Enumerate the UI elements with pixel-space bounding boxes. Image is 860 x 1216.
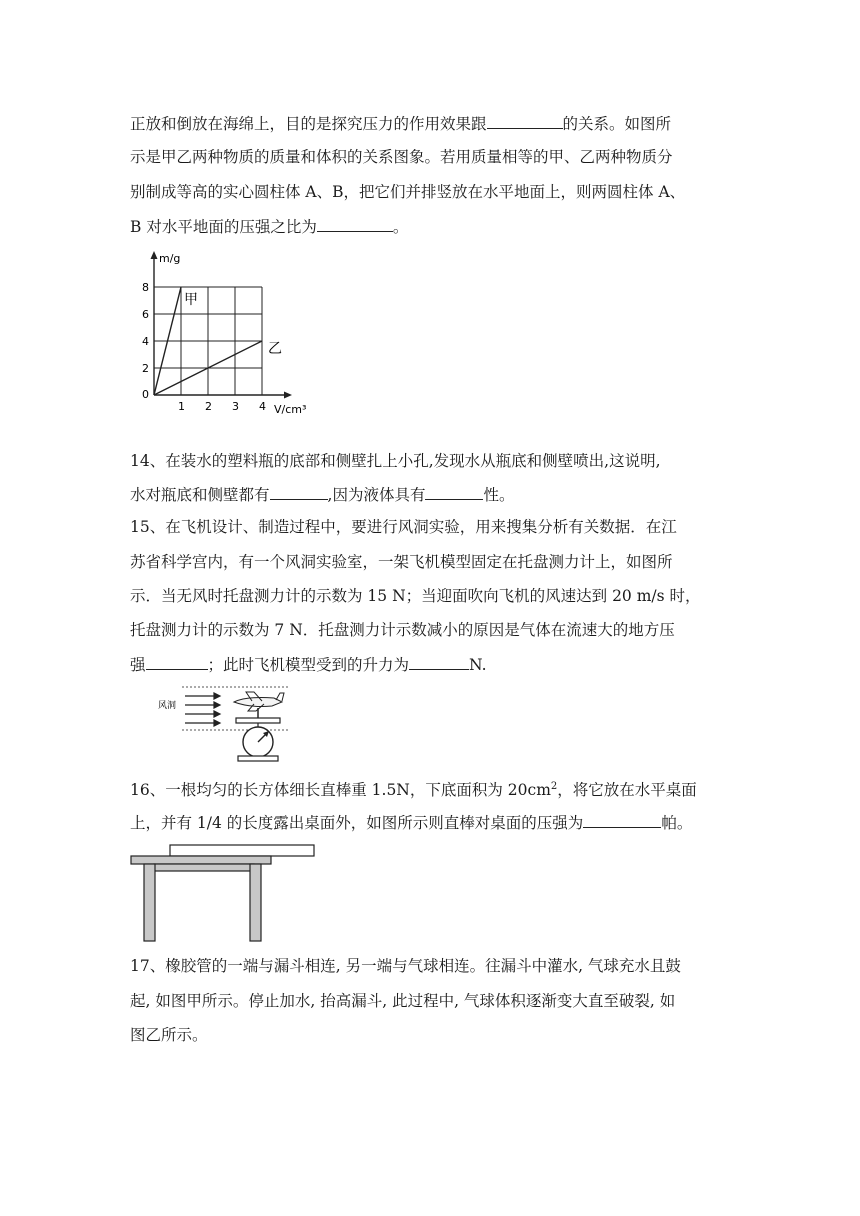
text-segment: 性。 — [483, 486, 515, 504]
text-segment: 图乙所示。 — [130, 1026, 208, 1044]
text-line — [130, 811, 692, 833]
text-segment: 示是甲乙两种物质的质量和体积的关系图象。若用质量相等的甲、乙两种物质分 — [130, 148, 673, 166]
text-line — [130, 182, 685, 202]
x-tick-label: 2 — [205, 400, 212, 413]
answer-blank[interactable] — [487, 112, 563, 129]
text-segment: ；此时飞机模型受到的升力为 — [207, 656, 410, 674]
series-label: 甲 — [184, 292, 198, 308]
table-top — [131, 856, 271, 864]
text-segment: 帕。 — [661, 814, 693, 832]
chart-grid — [154, 287, 262, 395]
text-segment: 起, 如图甲所示。停止加水, 抬高漏斗, 此过程中, 气球体积逐渐变大直至破裂, 如 — [130, 992, 676, 1010]
y-tick-label: 8 — [142, 281, 149, 294]
text-line — [130, 991, 675, 1011]
table-leg-left — [144, 864, 155, 941]
text-line — [130, 147, 673, 167]
text-line — [130, 956, 681, 976]
text-line — [130, 552, 673, 572]
y-tick-label: 6 — [142, 308, 149, 321]
series-label: 乙 — [268, 341, 282, 357]
text-segment: 示．当无风时托盘测力计的示数为 15 N；当迎面吹向飞机的风速达到 20 m/s 时， — [130, 587, 701, 605]
text-segment: ,因为液体具有 — [327, 486, 426, 504]
text-segment: 托盘测力计的示数为 7 N．托盘测力计示数减小的原因是气体在流速大的地方压 — [130, 621, 675, 639]
table-rod-figure — [128, 843, 320, 943]
text-segment: ，将它放在水平桌面 — [557, 781, 697, 800]
text-line — [130, 620, 675, 640]
y-tick-label: 2 — [142, 362, 149, 375]
wind-tunnel-figure — [150, 680, 300, 762]
superscript: 2 — [550, 781, 558, 792]
wind-tunnel-label: 风洞 — [158, 701, 177, 711]
table-apron — [154, 864, 254, 871]
y-tick-label: 4 — [142, 335, 149, 348]
x-tick-label: 4 — [259, 400, 266, 413]
text-segment: 的关系。如图所 — [562, 115, 672, 133]
y-axis-arrow — [151, 251, 158, 259]
answer-blank[interactable] — [425, 483, 483, 500]
chart-labels — [142, 252, 306, 416]
text-line — [130, 215, 408, 237]
text-segment: 14、在装水的塑料瓶的底部和侧壁扎上小孔,发现水从瓶底和侧壁喷出,这说明, — [130, 452, 661, 470]
answer-blank[interactable] — [270, 483, 328, 500]
x-axis-arrow — [284, 392, 292, 399]
origin-label: 0 — [142, 388, 149, 401]
answer-blank[interactable] — [583, 811, 661, 828]
answer-blank[interactable] — [317, 215, 393, 232]
x-tick-label: 3 — [232, 400, 239, 413]
text-segment: 。 — [392, 218, 409, 236]
text-segment: 17、橡胶管的一端与漏斗相连, 另一端与气球相连。往漏斗中灌水, 气球充水且鼓 — [130, 957, 681, 975]
answer-blank[interactable] — [146, 653, 208, 670]
text-line — [130, 112, 671, 134]
text-line — [130, 517, 677, 537]
text-segment: 强 — [130, 656, 146, 674]
table-leg-right — [250, 864, 261, 941]
text-line — [130, 451, 661, 471]
text-segment: 水对瓶底和侧壁都有 — [130, 486, 270, 504]
text-line — [130, 777, 697, 800]
text-segment: 15、在飞机设计、制造过程中，要进行风洞实验，用来搜集分析有关数据．在江 — [130, 518, 677, 536]
airplane-icon — [234, 692, 284, 711]
text-segment: 正放和倒放在海绵上，目的是探究压力的作用效果跟 — [130, 115, 487, 133]
text-line — [130, 483, 514, 505]
text-line — [130, 1025, 208, 1045]
text-segment: 上，并有 1/4 的长度露出桌面外，如图所示则直棒对桌面的压强为 — [130, 814, 584, 832]
text-line — [130, 586, 701, 606]
y-axis-label: m/g — [159, 252, 181, 265]
x-tick-label: 1 — [178, 400, 185, 413]
text-line — [130, 653, 487, 675]
text-segment: 苏省科学宫内，有一个风洞实验室，一架飞机模型固定在托盘测力计上，如图所 — [130, 553, 673, 571]
scale-tray — [236, 718, 280, 723]
answer-blank[interactable] — [409, 653, 469, 670]
text-segment: 16、一根均匀的长方体细长直棒重 1.5N，下底面积为 20cm — [130, 781, 551, 800]
text-segment: B 对水平地面的压强之比为 — [130, 218, 317, 236]
straight-rod — [170, 845, 314, 856]
text-segment: N. — [469, 656, 487, 674]
mass-volume-chart — [138, 248, 328, 418]
x-axis-label: V/cm³ — [274, 403, 307, 416]
scale-base — [238, 756, 278, 761]
wind-arrows — [185, 693, 220, 726]
text-segment: 别制成等高的实心圆柱体 A、B，把它们并排竖放在水平地面上，则两圆柱体 A、 — [130, 183, 686, 201]
